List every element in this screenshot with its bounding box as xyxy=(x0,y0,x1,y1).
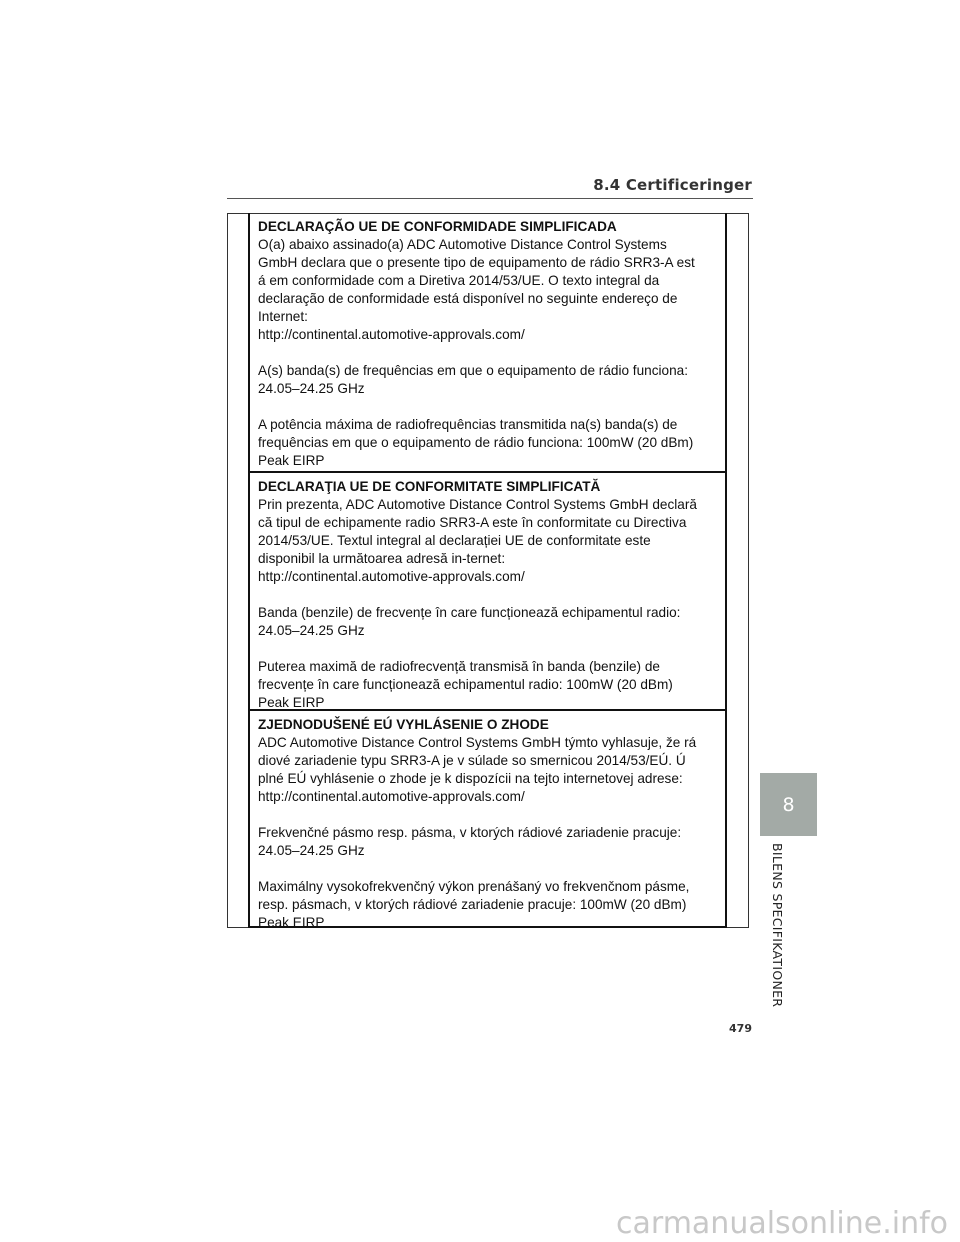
body-line: că tipul de echipamente radio SRR3-A este în conformitate cu Directiva xyxy=(258,515,687,530)
header-divider xyxy=(227,198,753,199)
chapter-tab[interactable] xyxy=(760,773,817,836)
url-line: http://continental.automotive-approvals.com/ xyxy=(258,569,525,584)
power-line: Peak EIRP xyxy=(258,695,325,710)
paragraph-gap xyxy=(258,398,717,416)
body-line: declaração de conformidade está disponível no seguinte endereço de xyxy=(258,291,678,306)
declaration-section-slovak xyxy=(250,709,725,932)
band-line: 24.05–24.25 GHz xyxy=(258,381,365,396)
paragraph-gap xyxy=(258,860,717,878)
page-number: 479 xyxy=(729,1022,752,1035)
declaration-table xyxy=(248,213,727,928)
chapter-number: 8 xyxy=(782,793,795,816)
body-line: plné EÚ vyhlásenie o zhode je k dispozícii na tejto internetovej adrese: xyxy=(258,771,683,786)
paragraph-gap xyxy=(258,344,717,362)
paragraph-gap xyxy=(258,640,717,658)
power-line: Peak EIRP xyxy=(258,453,325,468)
chapter-label: BILENS SPECIFIKATIONER xyxy=(770,843,785,1008)
watermark-text: carmanualsonline.info xyxy=(616,1206,948,1241)
body-line: GmbH declara que o presente tipo de equipamento de rádio SRR3-A est xyxy=(258,255,695,270)
power-line: frecvențe în care funcționează echipamentul radio: 100mW (20 dBm) xyxy=(258,677,673,692)
band-line: Frekvenčné pásmo resp. pásma, v ktorých rádiové zariadenie pracuje: xyxy=(258,825,682,840)
power-line: A potência máxima de radiofrequências transmitida na(s) banda(s) de xyxy=(258,417,678,432)
section-title: DECLARAŢIA UE DE CONFORMITATE SIMPLIFICATĂ xyxy=(258,479,601,494)
url-line: http://continental.automotive-approvals.com/ xyxy=(258,327,525,342)
body-line: diové zariadenie typu SRR3-A je v súlade so smernicou 2014/53/EÚ. Ú xyxy=(258,753,686,768)
section-title: DECLARAÇÃO UE DE CONFORMIDADE SIMPLIFICADA xyxy=(258,219,617,234)
body-line: 2014/53/UE. Textul integral al declarației UE de conformitate este xyxy=(258,533,651,548)
power-line: frequências em que o equipamento de rádio funciona: 100mW (20 dBm) xyxy=(258,435,694,450)
paragraph-gap xyxy=(258,806,717,824)
page-header-title: 8.4 Certificeringer xyxy=(593,176,752,194)
paragraph-gap xyxy=(258,586,717,604)
body-line: Internet: xyxy=(258,309,308,324)
power-line: Maximálny vysokofrekvenčný výkon prenášaný vo frekvenčnom pásme, xyxy=(258,879,690,894)
band-line: 24.05–24.25 GHz xyxy=(258,843,365,858)
body-line: ADC Automotive Distance Control Systems GmbH týmto vyhlasuje, že rá xyxy=(258,735,697,750)
body-line: Prin prezenta, ADC Automotive Distance Control Systems GmbH declară xyxy=(258,497,697,512)
power-line: resp. pásmach, v ktorých rádiové zariadenie pracuje: 100mW (20 dBm) xyxy=(258,897,687,912)
url-line: http://continental.automotive-approvals.com/ xyxy=(258,789,525,804)
band-line: A(s) banda(s) de frequências em que o equipamento de rádio funciona: xyxy=(258,363,688,378)
body-line: disponibil la următoarea adresă in-ternet: xyxy=(258,551,506,566)
declaration-section-romanian xyxy=(250,471,725,712)
section-title: ZJEDNODUŠENÉ EÚ VYHLÁSENIE O ZHODE xyxy=(258,717,549,732)
body-line: O(a) abaixo assinado(a) ADC Automotive Distance Control Systems xyxy=(258,237,667,252)
body-line: á em conformidade com a Diretiva 2014/53/UE. O texto integral da xyxy=(258,273,660,288)
power-line: Peak EIRP xyxy=(258,915,325,930)
band-line: 24.05–24.25 GHz xyxy=(258,623,365,638)
declaration-section-portuguese xyxy=(250,213,725,470)
band-line: Banda (benzile) de frecvențe în care funcționează echipamentul radio: xyxy=(258,605,681,620)
power-line: Puterea maximă de radiofrecvență transmisă în banda (benzile) de xyxy=(258,659,660,674)
